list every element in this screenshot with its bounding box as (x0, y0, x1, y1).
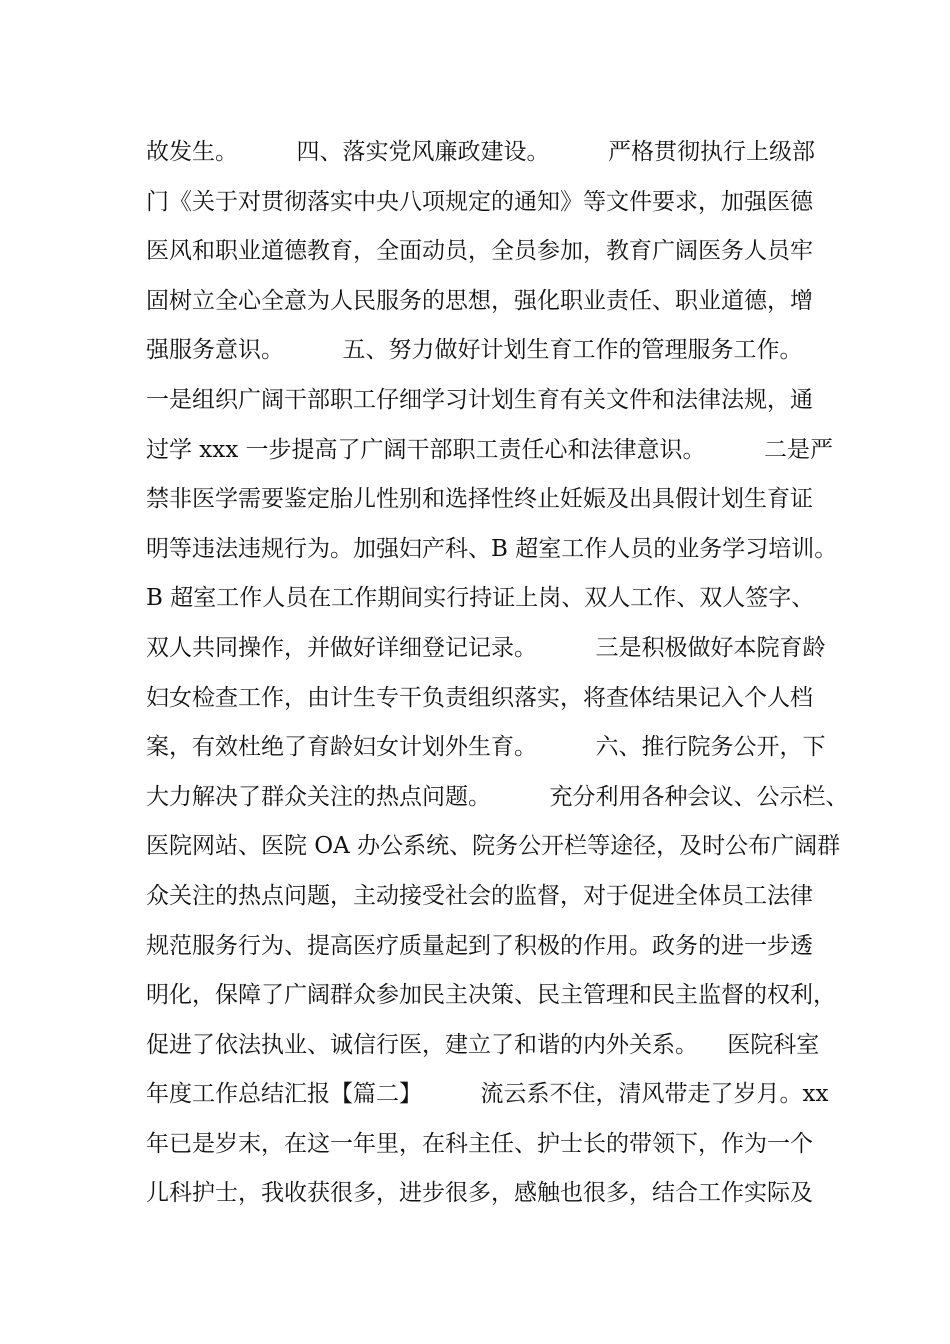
text-line: 医风和职业道德教育，全面动员，全员参加，教育广阔医务人员牢 (146, 238, 813, 265)
body-text (146, 128, 849, 1219)
text-line: 促进了依法执业、诚信行医，建立了和谐的内外关系。 医院科室 (146, 1031, 820, 1058)
text-line: 门《关于对贯彻落实中央八项规定的通知》等文件要求，加强医德 (146, 188, 813, 215)
text-line: 双人共同操作，并做好详细登记记录。 三是积极做好本院育龄 (146, 634, 826, 661)
text-line: 明化，保障了广阔群众参加民主决策、民主管理和民主监督的权利， (146, 982, 836, 1009)
text-line: 强服务意识。 五、努力做好计划生育工作的管理服务工作。 (146, 337, 803, 364)
text-line: 年已是岁末，在这一年里，在科主任、护士长的带领下，作为一个 (146, 1130, 813, 1157)
text-line: 一是组织广阔干部职工仔细学习计划生育有关文件和法律法规，通 (146, 386, 813, 413)
text-line: 大力解决了群众关注的热点问题。 充分利用各种会议、公示栏、 (146, 783, 849, 810)
text-line: 医院网站、医院 OA 办公系统、院务公开栏等途径，及时公布广阔群 (146, 833, 841, 860)
text-line: 儿科护士，我收获很多，进步很多，感触也很多，结合工作实际及 (146, 1180, 813, 1207)
text-line: 规范服务行为、提高医疗质量起到了积极的作用。政务的进一步透 (146, 932, 813, 959)
text-line: 明等违法违规行为。加强妇产科、B 超室工作人员的业务学习培训。 (146, 535, 838, 562)
text-line: 固树立全心全意为人民服务的思想，强化职业责任、职业道德，增 (146, 287, 813, 314)
text-line: 众关注的热点问题，主动接受社会的监督，对于促进全体员工法律 (146, 882, 813, 909)
text-line: 禁非医学需要鉴定胎儿性别和选择性终止妊娠及出具假计划生育证 (146, 486, 813, 513)
text-line: 过学 xxx 一步提高了广阔干部职工责任心和法律意识。 二是严 (146, 436, 834, 463)
text-line: 年度工作总结汇报【篇二】 流云系不住，清风带走了岁月。xx (146, 1081, 829, 1108)
text-line: 故发生。 四、落实党风廉政建设。 严格贯彻执行上级部 (146, 139, 815, 165)
text-line: 妇女检查工作，由计生专干负责组织落实，将查体结果记入个人档 (146, 684, 813, 711)
text-line: 案，有效杜绝了育龄妇女计划外生育。 六、推行院务公开，下 (146, 734, 826, 761)
text-line: B 超室工作人员在工作期间实行持证上岗、双人工作、双人签字、 (146, 585, 815, 612)
